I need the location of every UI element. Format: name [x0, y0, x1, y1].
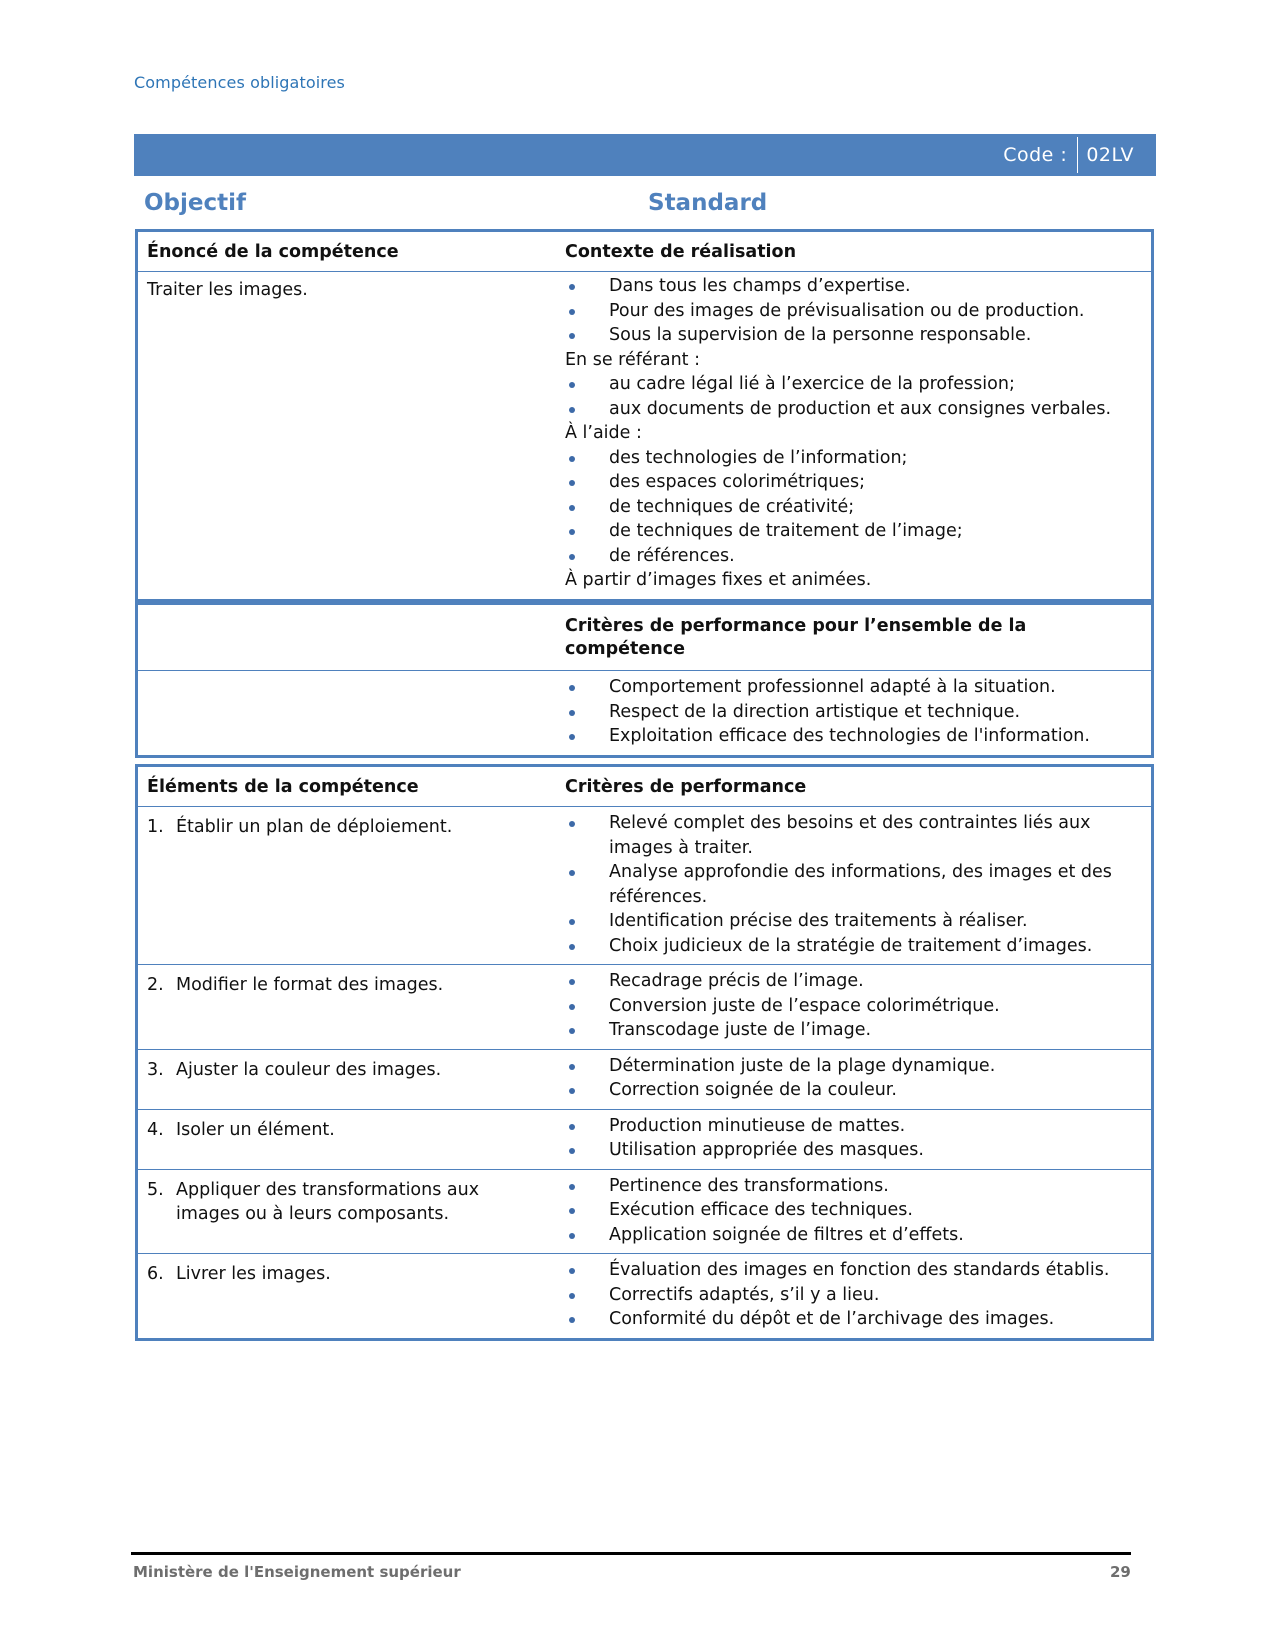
list-item: des espaces colorimétriques; [565, 470, 1143, 495]
empty-cell [138, 605, 565, 670]
list-item: Exécution efficace des techniques. [565, 1198, 1143, 1223]
list-item: Choix judicieux de la stratégie de traitement d’images. [565, 934, 1143, 959]
table-row [138, 964, 1151, 1049]
list-item: de techniques de créativité; [565, 495, 1143, 520]
table-row [138, 1109, 1151, 1169]
list-item: Dans tous les champs d’expertise. [565, 274, 1143, 299]
list-item: au cadre légal lié à l’exercice de la profession; [565, 372, 1143, 397]
list-item: Exploitation efficace des technologies de l'information. [565, 724, 1143, 749]
table-row [138, 1049, 1151, 1109]
element-cell [138, 807, 565, 964]
criteres-ensemble-table [135, 602, 1154, 758]
element-cell [138, 1170, 565, 1254]
contexte-list-c [565, 446, 1143, 569]
criteres-ensemble-cell [565, 671, 1151, 755]
contexte-closing: À partir d’images fixes et animées. [565, 570, 872, 590]
list-item: Détermination juste de la plage dynamique. [565, 1054, 1143, 1079]
contexte-cell [565, 272, 1151, 599]
contexte-intro-c: À l’aide : [565, 423, 642, 443]
criteria-cell [565, 965, 1151, 1049]
table-header-row [138, 767, 1151, 806]
element-number: 6. [147, 1264, 164, 1284]
elements-header: Éléments de la compétence [147, 777, 419, 797]
list-item: Pour des images de prévisualisation ou de production. [565, 299, 1143, 324]
criteria-cell [565, 1254, 1151, 1338]
criteres-header: Critères de performance [565, 777, 807, 797]
code-bar [134, 134, 1156, 176]
contexte-header: Contexte de réalisation [565, 242, 797, 262]
list-item: Comportement professionnel adapté à la situation. [565, 675, 1143, 700]
list-item: Correction soignée de la couleur. [565, 1078, 1143, 1103]
list-item: Application soignée de filtres et d’effets. [565, 1223, 1143, 1248]
list-item: de références. [565, 544, 1143, 569]
list-item: Respect de la direction artistique et technique. [565, 700, 1143, 725]
list-item: Sous la supervision de la personne responsable. [565, 323, 1143, 348]
running-header: Compétences obligatoires [134, 73, 345, 92]
list-item: Utilisation appropriée des masques. [565, 1138, 1143, 1163]
element-text: Livrer les images. [176, 1264, 331, 1284]
table-header-row [138, 605, 1151, 670]
element-cell [138, 965, 565, 1049]
table-row [138, 806, 1151, 964]
list-item: Analyse approfondie des informations, des images et des références. [565, 860, 1143, 909]
element-text: Ajuster la couleur des images. [176, 1059, 442, 1080]
element-cell [138, 1110, 565, 1169]
element-cell [138, 1050, 565, 1109]
list-item: Identification précise des traitements à réaliser. [565, 909, 1143, 934]
table-row [138, 1169, 1151, 1254]
list-item: Conversion juste de l’espace colorimétrique. [565, 994, 1143, 1019]
contexte-list-a [565, 274, 1143, 348]
list-item: Pertinence des transformations. [565, 1174, 1143, 1199]
criteria-cell [565, 1170, 1151, 1254]
contexte-list-b [565, 372, 1143, 421]
empty-cell [138, 671, 565, 755]
element-text: Appliquer des transformations aux images ou à leurs composants. [176, 1179, 480, 1224]
list-item: des technologies de l’information; [565, 446, 1143, 471]
element-number: 2. [147, 975, 164, 995]
table-row [138, 271, 1151, 599]
criteria-cell [565, 807, 1151, 964]
list-item: Production minutieuse de mattes. [565, 1114, 1143, 1139]
element-cell [138, 1254, 565, 1338]
table-header-row [138, 232, 1151, 271]
enonce-text: Traiter les images. [147, 280, 308, 300]
standard-title: Standard [648, 190, 768, 216]
element-text: Établir un plan de déploiement. [176, 817, 453, 837]
page-number: 29 [1110, 1563, 1131, 1581]
code-label: Code : [1003, 144, 1068, 166]
code-value: 02LV [1086, 144, 1134, 166]
list-item: Conformité du dépôt et de l’archivage des images. [565, 1307, 1143, 1332]
element-number: 3. [147, 1059, 164, 1080]
list-item: Correctifs adaptés, s’il y a lieu. [565, 1283, 1143, 1308]
objectif-title: Objectif [144, 190, 247, 216]
element-text: Isoler un élément. [176, 1119, 335, 1140]
list-item: Relevé complet des besoins et des contraintes liés aux images à traiter. [565, 811, 1143, 860]
enonce-table [135, 229, 1154, 602]
elements-table [135, 764, 1154, 1341]
list-item: de techniques de traitement de l’image; [565, 519, 1143, 544]
criteres-ensemble-header: Critères de performance pour l’ensemble de la compétence [565, 616, 1027, 659]
criteria-cell [565, 1110, 1151, 1169]
element-number: 5. [147, 1179, 164, 1200]
footer-divider [131, 1552, 1131, 1555]
contexte-intro-b: En se référant : [565, 349, 700, 370]
footer-ministry: Ministère de l'Enseignement supérieur [133, 1563, 461, 1581]
criteres-ensemble-list [565, 675, 1143, 749]
criteria-cell [565, 1050, 1151, 1109]
table-row [138, 1253, 1151, 1338]
element-number: 4. [147, 1119, 164, 1140]
list-item: Transcodage juste de l’image. [565, 1018, 1143, 1043]
list-item: aux documents de production et aux consignes verbales. [565, 397, 1143, 422]
enonce-header: Énoncé de la compétence [147, 242, 399, 262]
table-row [138, 670, 1151, 755]
element-number: 1. [147, 817, 164, 837]
element-text: Modifier le format des images. [176, 975, 444, 995]
list-item: Recadrage précis de l’image. [565, 969, 1143, 994]
list-item: Évaluation des images en fonction des standards établis. [565, 1258, 1143, 1283]
